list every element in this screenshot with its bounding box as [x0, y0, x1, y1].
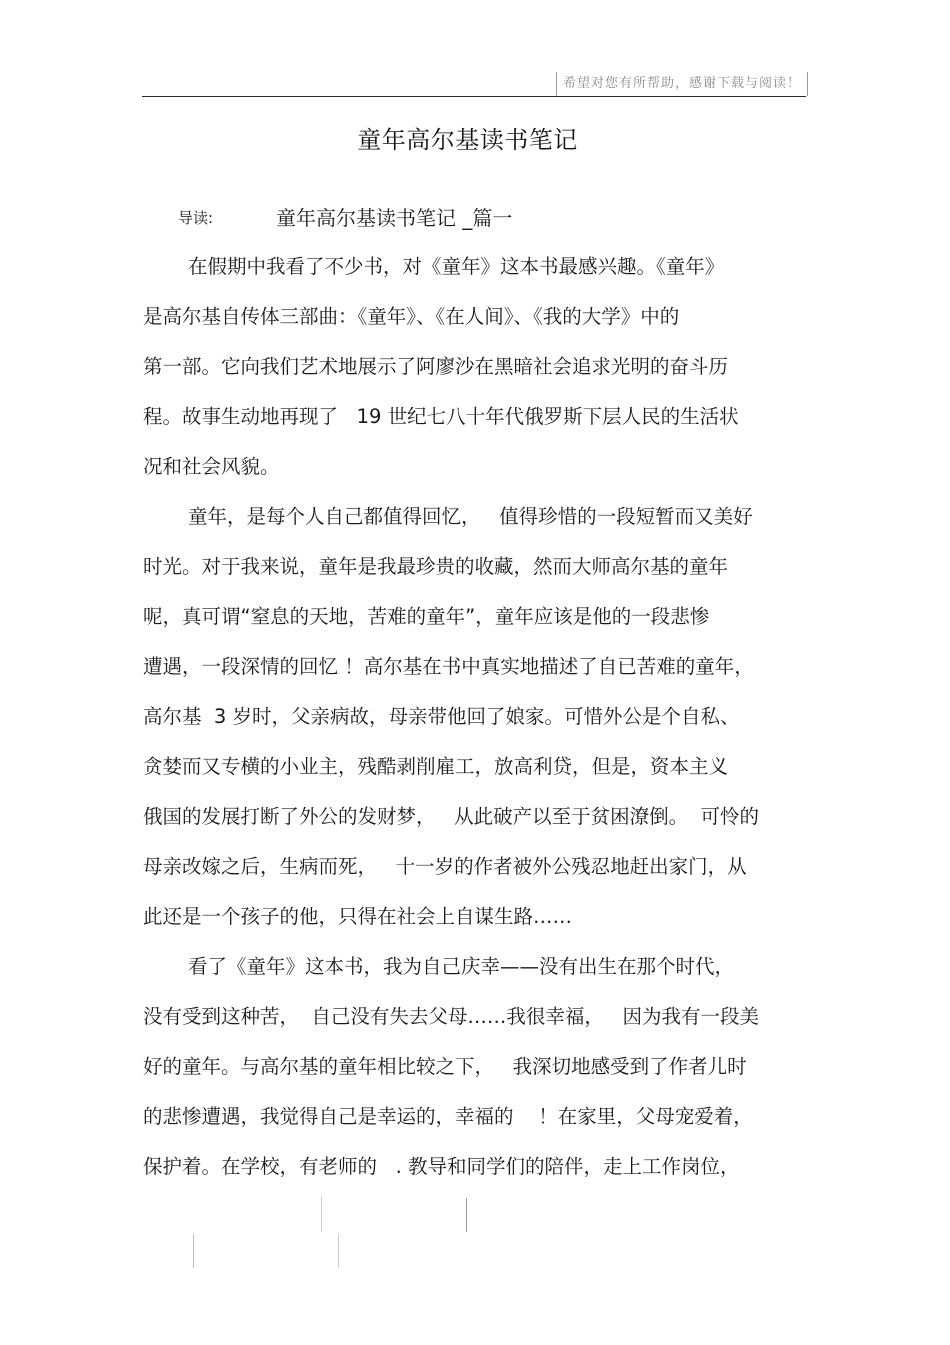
paragraph-3-line-1: 看了《童年》这本书，我为自己庆幸——没有出生在那个时代，: [188, 955, 735, 978]
guide-line: [178, 200, 778, 236]
paragraph-3-line-3: 好的童年。与高尔基的童年相比较之下， 我深切地感受到了作者儿时: [143, 1055, 747, 1078]
paragraph-2-line-6: 贪婪而又专横的小业主，残酷剥削雇工，放高利贷，但是，资本主义: [143, 755, 729, 778]
paragraph-1-line-5: 况和社会风貌。: [143, 455, 280, 478]
paragraph-2-line-8: 母亲改嫁之后，生病而死， 十一岁的作者被外公残忍地赶出家门，从: [143, 855, 747, 878]
paragraph-2-line-2: 时光。对于我来说，童年是我最珍贵的收藏，然而大师高尔基的童年: [143, 555, 729, 578]
document-title: 童年高尔基读书笔记: [357, 126, 578, 154]
faint-vertical-mark: [321, 1196, 322, 1232]
faint-vertical-mark: [338, 1234, 339, 1268]
paragraph-2-line-5: 高尔基 3 岁时，父亲病故，母亲带他回了娘家。可惜外公是个自私、: [143, 705, 740, 728]
faint-vertical-mark: [193, 1234, 194, 1268]
paragraph-1-line-3: 第一部。它向我们艺术地展示了阿廖沙在黑暗社会追求光明的奋斗历: [143, 355, 729, 378]
paragraph-1-line-2: 是高尔基自传体三部曲：《童年》、《在人间》、《我的大学》中的: [143, 305, 680, 328]
paragraph-2-line-1: 童年，是每个人自己都值得回忆， 值得珍惜的一段短暂而又美好: [188, 505, 753, 528]
header-rule: [142, 96, 806, 97]
guide-text: 童年高尔基读书笔记 _篇一: [276, 206, 513, 230]
paragraph-2-line-7: 俄国的发展打断了外公的发财梦， 从此破产以至于贫困潦倒。 可怜的: [143, 805, 759, 828]
header-banner: 希望对您有所帮助，感谢下载与阅读！: [556, 72, 808, 96]
guide-label: 导读:: [178, 209, 214, 227]
faint-vertical-mark: [466, 1198, 467, 1232]
paragraph-2-line-4: 遭遇，一段深情的回忆 ！高尔基在书中真实地描述了自已苦难的童年，: [143, 655, 754, 678]
paragraph-1-line-4: 程。故事生动地再现了 19 世纪七八十年代俄罗斯下层人民的生活状: [143, 405, 739, 428]
paragraph-3-line-2: 没有受到这种苦， 自己没有失去父母……我很幸福， 因为我有一段美: [143, 1005, 759, 1028]
paragraph-3-line-5: 保护着。在学校，有老师的 . 教导和同学们的陪伴，走上工作岗位，: [143, 1155, 740, 1178]
paragraph-2-line-3: 呢，真可谓“窒息的天地，苦难的童年”，童年应该是他的一段悲惨: [143, 605, 710, 628]
paragraph-2-line-9: 此还是一个孩子的他，只得在社会上自谋生路……: [143, 905, 573, 928]
paragraph-1-line-1: 在假期中我看了不少书，对《童年》这本书最感兴趣。《童年》: [188, 255, 725, 278]
paragraph-3-line-4: 的悲惨遭遇，我觉得自己是幸运的，幸福的 ！在家里，父母宠爱着，: [143, 1105, 753, 1128]
